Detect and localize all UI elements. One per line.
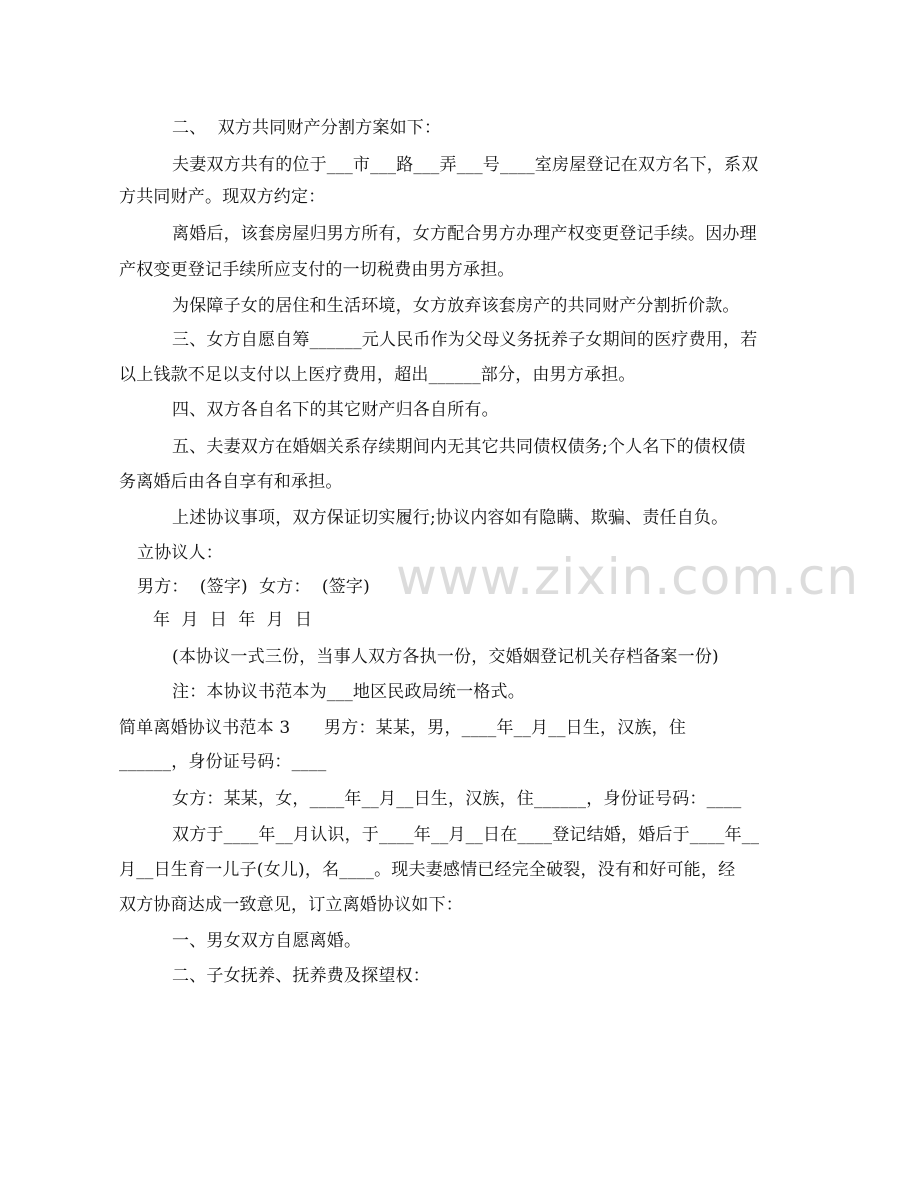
paragraph-line: 为保障子女的居住和生活环境，女方放弃该套房产的共同财产分割折价款。 xyxy=(172,296,740,316)
paragraph-line: 产权变更登记手续所应支付的一切税费由男方承担。 xyxy=(119,260,515,280)
section-4-line: 四、双方各自名下的其它财产归各自所有。 xyxy=(172,400,499,420)
paragraph-line: 方共同财产。现双方约定： xyxy=(119,187,326,207)
copies-note: (本协议一式三份，当事人双方各执一份，交婚姻登记机关存档备案一份) xyxy=(172,647,719,667)
paragraph-line: 月__日生育一儿子(女儿)，名____。现夫妻感情已经完全破裂，没有和好可能，经 xyxy=(119,860,736,880)
signature-line: 男方： (签字) 女方： (签字) xyxy=(137,577,370,597)
format-note: 注：本协议书范本为___地区民政局统一格式。 xyxy=(172,682,525,702)
date-line: 年 月 日 年 月 日 xyxy=(153,610,313,630)
section-5-line: 五、夫妻双方在婚姻关系存续期间内无其它共同债权债务;个人名下的债权债 xyxy=(172,437,746,457)
paragraph-line: 离婚后，该套房屋归男方所有，女方配合男方办理产权变更登记手续。因办理 xyxy=(172,224,757,244)
clause-1-line: 一、男女双方自愿离婚。 xyxy=(172,931,362,951)
paragraph-line: 夫妻双方共有的位于___市___路___弄___号____室房屋登记在双方名下，系双 xyxy=(172,155,759,175)
paragraph-line: 双方于____年__月认识，于____年__月__日在____登记结婚，婚后于____年__ xyxy=(172,825,760,845)
watermark: www.zixin.com.cn xyxy=(396,548,860,606)
template-3-heading: 简单离婚协议书范本 3 男方：某某，男，____年__月__日生，汉族，住 xyxy=(119,718,687,738)
section-3-line: 三、女方自愿自筹______元人民币作为父母义务抚养子女期间的医疗费用，若 xyxy=(172,330,758,350)
signatories-label: 立协议人： xyxy=(137,543,223,563)
paragraph-line: 务离婚后由各自享有和承担。 xyxy=(119,472,343,492)
paragraph-line: 上述协议事项，双方保证切实履行;协议内容如有隐瞒、欺骗、责任自负。 xyxy=(172,508,729,528)
clause-2-line: 二、子女抚养、抚养费及探望权： xyxy=(172,966,430,986)
paragraph-line: ______，身份证号码：____ xyxy=(119,752,327,772)
section-2-heading: 二、 双方共同财产分割方案如下： xyxy=(172,118,442,138)
paragraph-line: 以上钱款不足以支付以上医疗费用，超出______部分，由男方承担。 xyxy=(119,365,636,385)
woman-info-line: 女方：某某，女，____年__月__日生，汉族，住______，身份证号码：____ xyxy=(172,789,742,809)
paragraph-line: 双方协商达成一致意见，订立离婚协议如下： xyxy=(119,895,463,915)
